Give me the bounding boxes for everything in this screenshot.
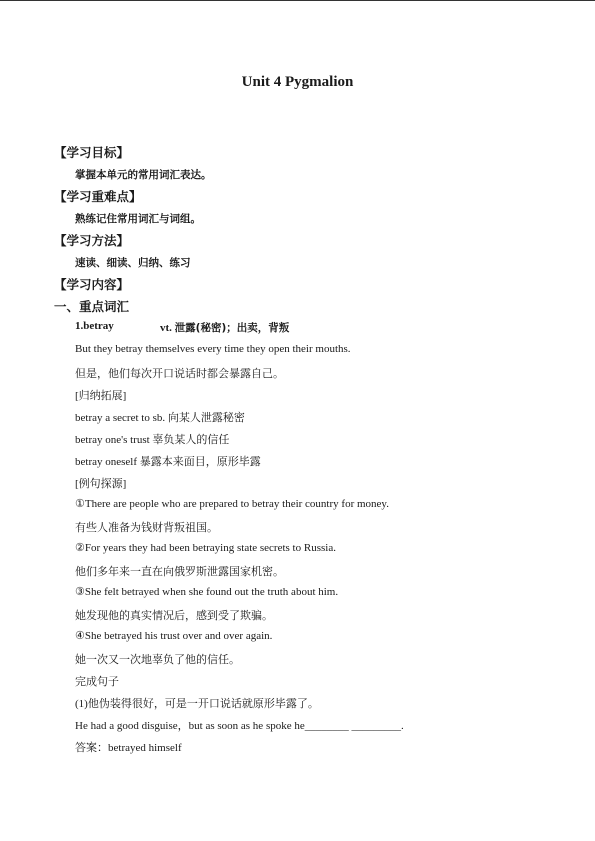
vocab-meaning: 泄露(秘密)；出卖，背叛	[174, 322, 290, 334]
exercise-prompt: (1)他伪装得很好，可是一开口说话就原形毕露了。	[75, 698, 319, 710]
vocab-word: 1.betray	[75, 320, 114, 332]
example-line: 她发现他的真实情况后，感到受了欺骗。	[75, 610, 273, 622]
vocab-entry-header	[75, 320, 375, 332]
example-line: ①There are people who are prepared to betray their country for money.	[75, 498, 389, 510]
content-heading: 【学习内容】	[54, 277, 130, 292]
example-line: ②For years they had been betraying state secrets to Russia.	[75, 542, 336, 554]
page-title: Unit 4 Pygmalion	[241, 74, 354, 90]
vocab-pos	[160, 320, 289, 335]
example-line: 她一次又一次地辜负了他的信任。	[75, 654, 240, 666]
phrase-line: betray one's trust 辜负某人的信任	[75, 434, 230, 446]
exercise-answer: 答案：betrayed himself	[75, 742, 182, 754]
objectives-text: 掌握本单元的常用词汇表达。	[75, 169, 212, 181]
example-line: 但是，他们每次开口说话时都会暴露自己。	[75, 368, 284, 380]
example-line: 有些人准备为钱财背叛祖国。	[75, 522, 218, 534]
vocab-pos-text: vt.	[160, 322, 172, 334]
example-line: 他们多年来一直在向俄罗斯泄露国家机密。	[75, 566, 284, 578]
methods-text: 速读、细读、归纳、练习	[75, 257, 191, 269]
vocab-heading: 一、重点词汇	[54, 299, 130, 314]
section-label: 完成句子	[75, 676, 119, 688]
top-border-line	[0, 0, 595, 1]
exercise-sentence: He had a good disguise，but as soon as he spoke he________ _________.	[75, 720, 404, 732]
keypoints-heading: 【学习重难点】	[54, 189, 142, 204]
methods-heading: 【学习方法】	[54, 233, 130, 248]
example-line: ③She felt betrayed when she found out the truth about him.	[75, 586, 339, 598]
example-line: But they betray themselves every time they open their mouths.	[75, 343, 351, 355]
phrase-line: betray oneself 暴露本来面目，原形毕露	[75, 456, 261, 468]
phrase-line: betray a secret to sb. 向某人泄露秘密	[75, 412, 245, 424]
keypoints-text: 熟练记住常用词汇与词组。	[75, 213, 201, 225]
section-label: [例句探源]	[75, 478, 127, 490]
example-line: ④She betrayed his trust over and over again.	[75, 630, 273, 642]
section-label: [归纳拓展]	[75, 390, 127, 402]
objectives-heading: 【学习目标】	[54, 145, 130, 160]
